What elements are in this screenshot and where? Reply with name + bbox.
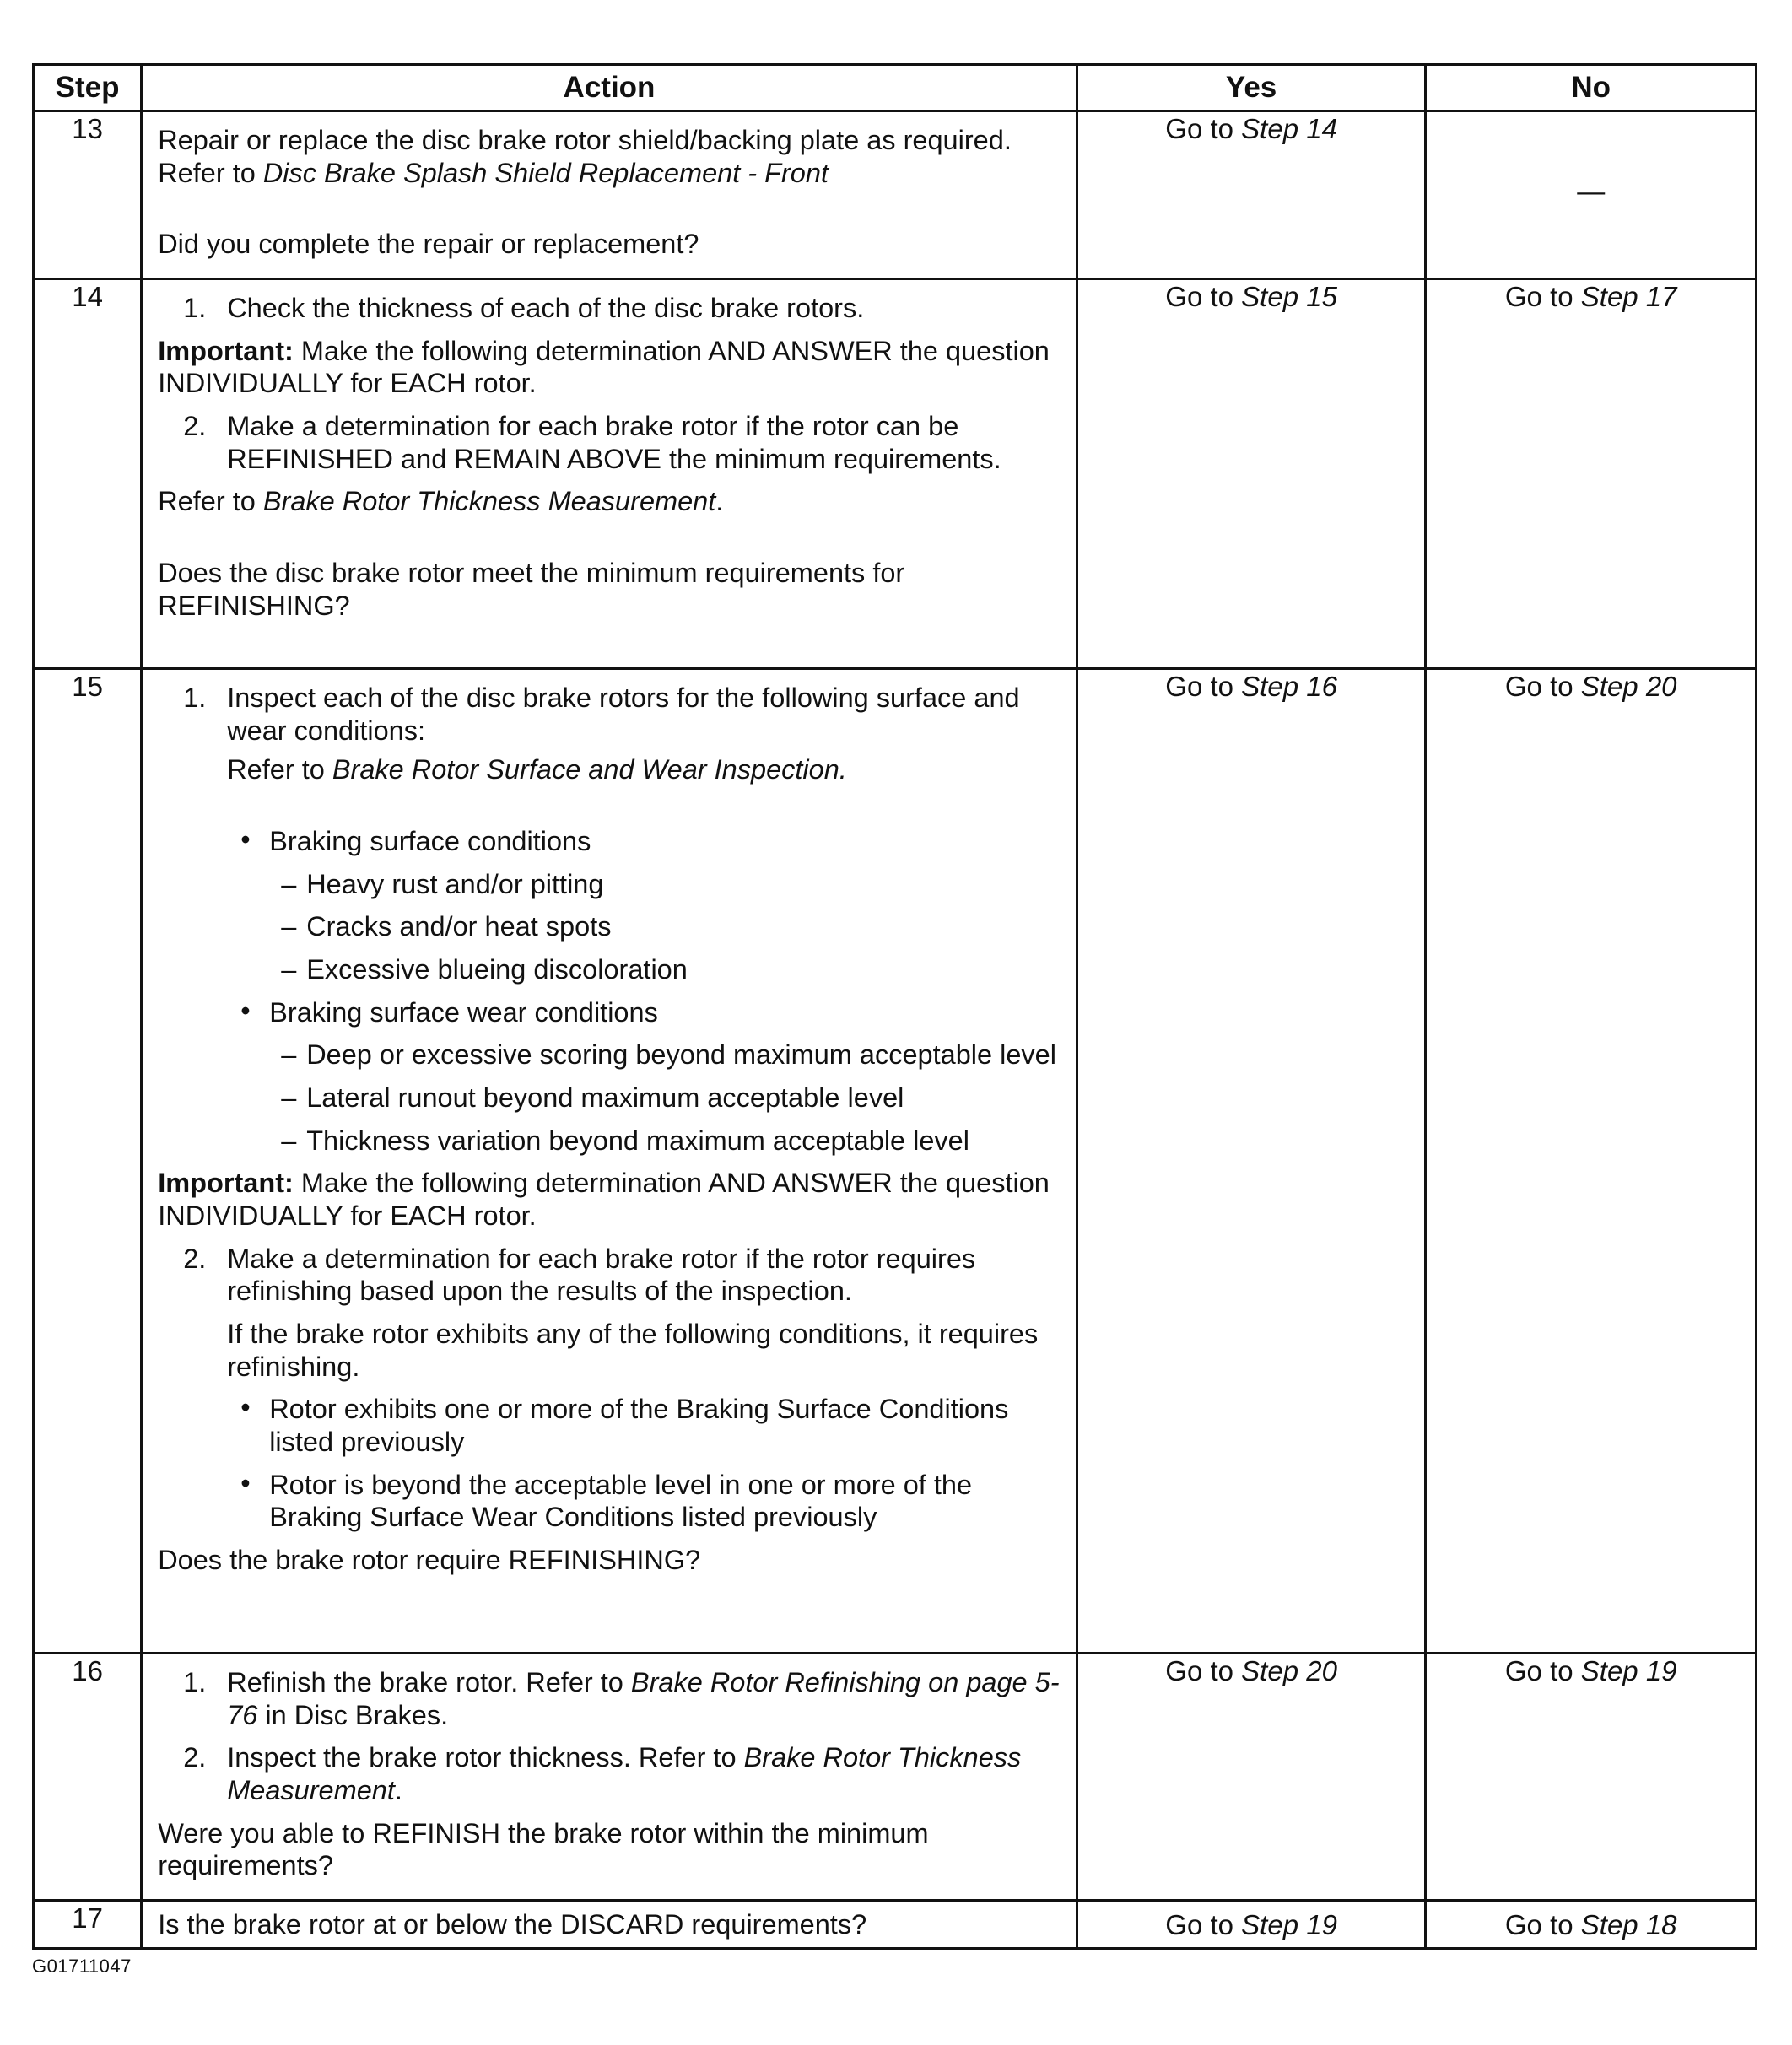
question-text: Were you able to REFINISH the brake rotor within the minimum requirements?	[158, 1817, 929, 1881]
step-number: 13	[34, 111, 142, 279]
numbered-step: 2. Make a determination for each brake rotor if the rotor requires refinishing based upon the results of the inspection.	[183, 1243, 976, 1307]
table-row-step-16	[34, 1654, 1757, 1901]
bullet-item: • Rotor is beyond the acceptable level in one or more of the Braking Surface Wear Conditions listed previously	[240, 1467, 973, 1533]
action-cell	[142, 279, 1077, 669]
question-text: Is the brake rotor at or below the DISCARD requirements?	[158, 1909, 867, 1940]
step-link[interactable]: Step 20	[1580, 671, 1677, 703]
doc-reference: Brake Rotor Thickness Measurement	[227, 1742, 1022, 1806]
header-action: Action	[142, 65, 1077, 111]
question-text: Did you complete the repair or replacement?	[158, 229, 699, 260]
important-note: Important: Make the following determination AND ANSWER the question INDIVIDUALLY for EACH rotor.	[158, 1168, 1050, 1232]
numbered-step: 2. Make a determination for each brake rotor if the rotor can be REFINISHED and REMAIN ABOVE the minimum requirements.	[183, 411, 1001, 474]
sub-item: – Thickness variation beyond maximum acceptable level	[281, 1125, 969, 1156]
step-link[interactable]: Step 15	[1241, 281, 1337, 313]
bullet-item: • Rotor exhibits one or more of the Braking Surface Conditions listed previously	[240, 1392, 1009, 1458]
table-row-step-14	[34, 279, 1757, 669]
important-note: Important: Make the following determination AND ANSWER the question INDIVIDUALLY for EACH rotor.	[158, 335, 1050, 399]
no-cell: Go to Step 20	[1426, 669, 1757, 1654]
question-text: Does the brake rotor require REFINISHING?	[158, 1545, 701, 1576]
doc-reference: Brake Rotor Surface and Wear Inspection.	[332, 754, 847, 785]
yes-cell: Go to Step 14	[1077, 111, 1426, 279]
sub-item: – Lateral runout beyond maximum acceptable level	[281, 1082, 904, 1114]
step-link[interactable]: Step 19	[1241, 1908, 1337, 1940]
table-row-step-13	[34, 111, 1757, 279]
numbered-step: 1. Check the thickness of each of the disc brake rotors.	[183, 293, 865, 324]
sub-item: – Cracks and/or heat spots	[281, 911, 612, 942]
no-cell: Go to Step 17	[1426, 279, 1757, 669]
header-row	[34, 65, 1757, 111]
note-text: If the brake rotor exhibits any of the following conditions, it requires refinishing.	[227, 1319, 1039, 1382]
step-link[interactable]: Step 17	[1580, 281, 1677, 313]
yes-cell: Go to Step 19	[1077, 1901, 1426, 1949]
yes-cell: Go to Step 16	[1077, 669, 1426, 1654]
sub-item: – Excessive blueing discoloration	[281, 954, 688, 985]
no-cell: —	[1426, 111, 1757, 279]
step-link[interactable]: Step 16	[1241, 671, 1337, 703]
step-link[interactable]: Step 19	[1580, 1655, 1677, 1687]
step-link[interactable]: Step 14	[1241, 113, 1337, 144]
sub-item: – Heavy rust and/or pitting	[281, 868, 604, 899]
action-cell	[142, 111, 1077, 279]
yes-cell: Go to Step 20	[1077, 1654, 1426, 1901]
doc-reference: Disc Brake Splash Shield Replacement - Front	[262, 157, 829, 188]
bullet-item: • Braking surface conditions	[240, 824, 591, 857]
step-number: 14	[34, 279, 142, 669]
question-text: Does the disc brake rotor meet the minimum requirements for REFINISHING?	[158, 558, 905, 621]
step-number: 15	[34, 669, 142, 1654]
reference-text: Refer to Brake Rotor Surface and Wear Inspection.	[227, 754, 847, 785]
action-cell	[142, 1901, 1077, 1949]
table-row-step-15	[34, 669, 1757, 1654]
step-number: 17	[34, 1901, 142, 1949]
sub-item: – Deep or excessive scoring beyond maximum acceptable level	[281, 1039, 1056, 1071]
numbered-step: 1. Inspect each of the disc brake rotors for the following surface and wear conditions:	[183, 683, 1020, 746]
action-cell	[142, 1654, 1077, 1901]
action-cell	[142, 669, 1077, 1654]
bullet-item: • Braking surface wear conditions	[240, 995, 658, 1028]
diagnostic-table	[32, 63, 1757, 1950]
no-cell: Go to Step 18	[1426, 1901, 1757, 1949]
table-row-step-17	[34, 1901, 1757, 1949]
doc-reference: Brake Rotor Thickness Measurement	[262, 486, 716, 517]
step-link[interactable]: Step 18	[1580, 1908, 1677, 1940]
header-no: No	[1426, 65, 1757, 111]
header-yes: Yes	[1077, 65, 1426, 111]
action-text: Repair or replace the disc brake rotor shield/backing plate as required. Refer to Disc Brake Splash Shield Replacement - Front	[158, 125, 1012, 188]
yes-cell: Go to Step 15	[1077, 279, 1426, 669]
no-cell: Go to Step 19	[1426, 1654, 1757, 1901]
reference-text: Refer to Brake Rotor Thickness Measurement.	[158, 486, 724, 517]
header-step: Step	[34, 65, 142, 111]
step-link[interactable]: Step 20	[1241, 1655, 1337, 1687]
figure-id: G01711047	[32, 1956, 132, 1977]
numbered-step: 1. Refinish the brake rotor. Refer to Brake Rotor Refinishing on page 5-76 in Disc Brakes.	[183, 1667, 1060, 1730]
step-number: 16	[34, 1654, 142, 1901]
numbered-step: 2. Inspect the brake rotor thickness. Refer to Brake Rotor Thickness Measurement.	[183, 1742, 1022, 1806]
doc-reference: Brake Rotor Refinishing on page 5-76	[227, 1667, 1060, 1730]
